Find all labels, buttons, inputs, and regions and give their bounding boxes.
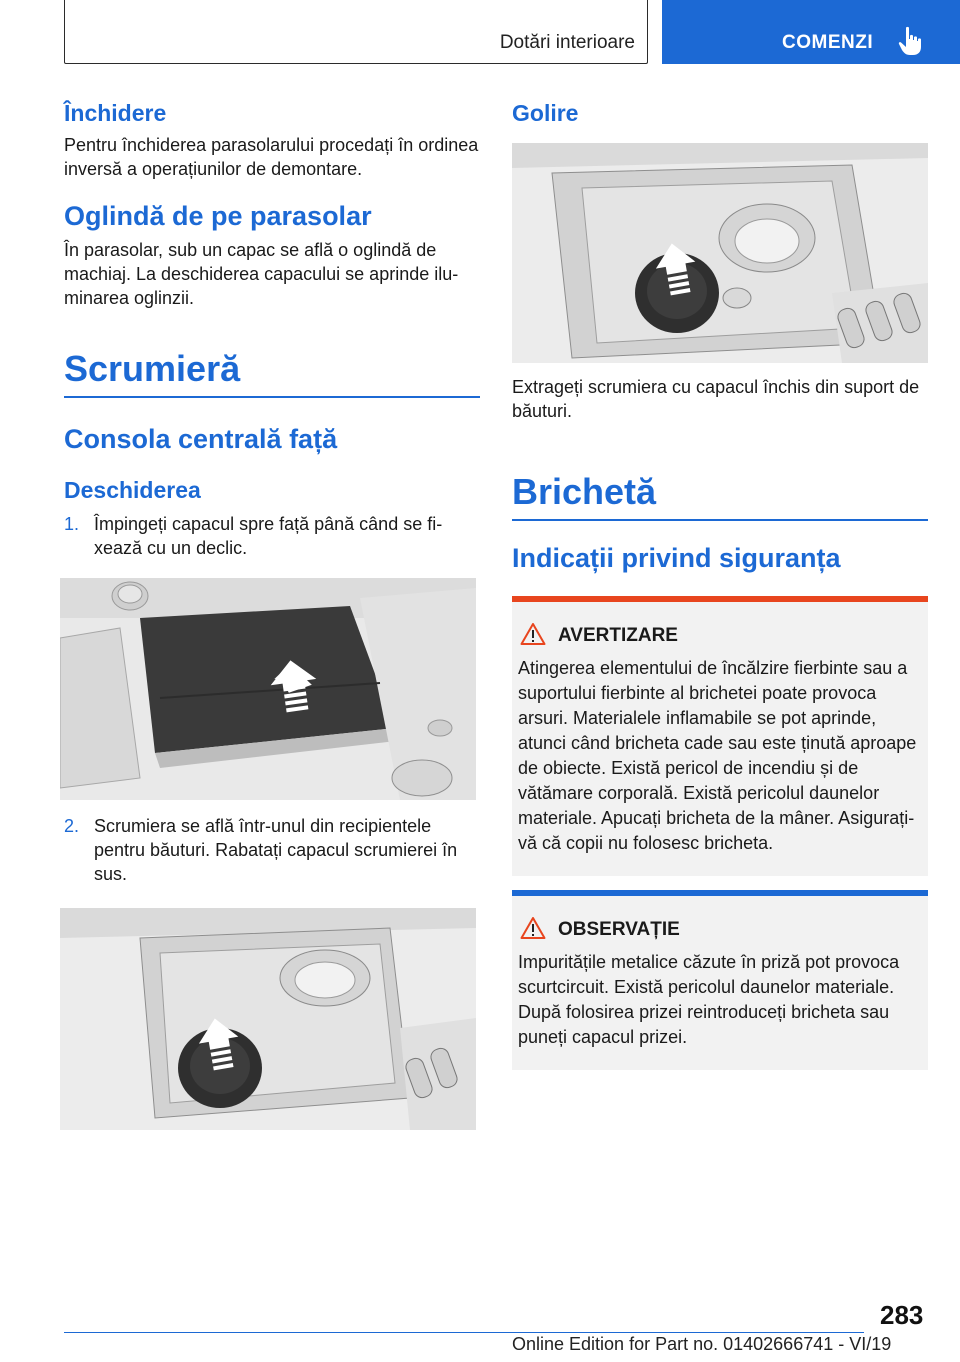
ashtray-removal-illustration: [512, 143, 928, 363]
step-number: 2.: [64, 816, 80, 836]
step-text: Împingeți capacul spre față până când se fixează cu un declic.: [94, 514, 443, 558]
closing-text: Pentru închiderea parasolarului procedați în ordinea inversă a operațiunilor de demontare.: [64, 135, 479, 179]
lighter-heading-block: [512, 471, 928, 521]
list-item: [64, 512, 480, 560]
mirror-heading: Oglindă de pe parasolar: [64, 201, 372, 231]
notice-title: OBSERVAȚIE: [558, 919, 680, 940]
warning-title-row: [558, 624, 922, 648]
notice-title-row: [558, 918, 922, 942]
step-number: 1.: [64, 514, 80, 534]
emptying-heading: Golire: [512, 100, 579, 126]
footer-rule: [64, 1332, 864, 1333]
pointing-hand-icon: [898, 26, 924, 56]
closing-heading: Închidere: [64, 100, 167, 126]
warning-title: AVERTIZARE: [558, 625, 678, 646]
right-column: [512, 100, 928, 1070]
footer-edition-text: Online Edition for Part no. 01402666741 - VI/19: [512, 1334, 892, 1354]
console-heading: Consola centrală față: [64, 424, 338, 454]
header-chapter-tab: [662, 0, 960, 64]
console-cover-illustration: [60, 578, 476, 800]
ashtray-heading-block: [64, 348, 480, 398]
page-number: 283: [880, 1300, 924, 1330]
notice-triangle-icon: [520, 916, 546, 940]
opening-heading: Deschiderea: [64, 477, 201, 503]
left-column: [64, 100, 480, 1130]
notice-text: Impuritățile metalice căzute în priză pot provoca scurtcircuit. Există pericolul daunelor materiale. După folosirea prizei reintroduceți bricheta sau puneți capacul prizei.: [518, 952, 900, 1047]
header-section-tab: [64, 0, 648, 64]
ashtray-heading: Scrumieră: [64, 348, 241, 389]
step-text: Scrumiera se află într-unul din recipientele pentru băuturi. Rabatați capacul scrumierei în sus.: [94, 816, 458, 884]
footer-edition: [512, 1334, 891, 1355]
header-chapter-title: COMENZI: [782, 32, 874, 53]
header-section-title: Dotări interioare: [499, 32, 635, 53]
warning-text: Atingerea elementului de încălzire fierbinte sau a suportului fierbinte al brichetei poate provoca arsuri. Materialele inflamabile se pot aprinde, atunci când bricheta cade sau este ținută aproape de obiecte. Există pericol de incendiu și de vătămare corporală. Există pericolul daunelor materiale. Apucați bricheta de la mâner. Asigurați-vă că copii nu folosesc bricheta.: [518, 658, 917, 853]
safety-heading: Indicații privind siguranța: [512, 543, 841, 573]
list-item: [64, 814, 480, 886]
notice-box: [512, 890, 928, 1070]
warning-box: [512, 596, 928, 876]
ashtray-cupholder-illustration: [60, 908, 476, 1130]
emptying-text: Extrageți scrumiera cu capacul închis din suport de băuturi.: [512, 377, 920, 421]
lighter-heading: Brichetă: [512, 471, 657, 512]
mirror-text: În parasolar, sub un capac se află o oglindă de machiaj. La deschiderea capacului se aprinde iluminarea oglinzii.: [64, 240, 459, 308]
warning-triangle-icon: [520, 622, 546, 646]
